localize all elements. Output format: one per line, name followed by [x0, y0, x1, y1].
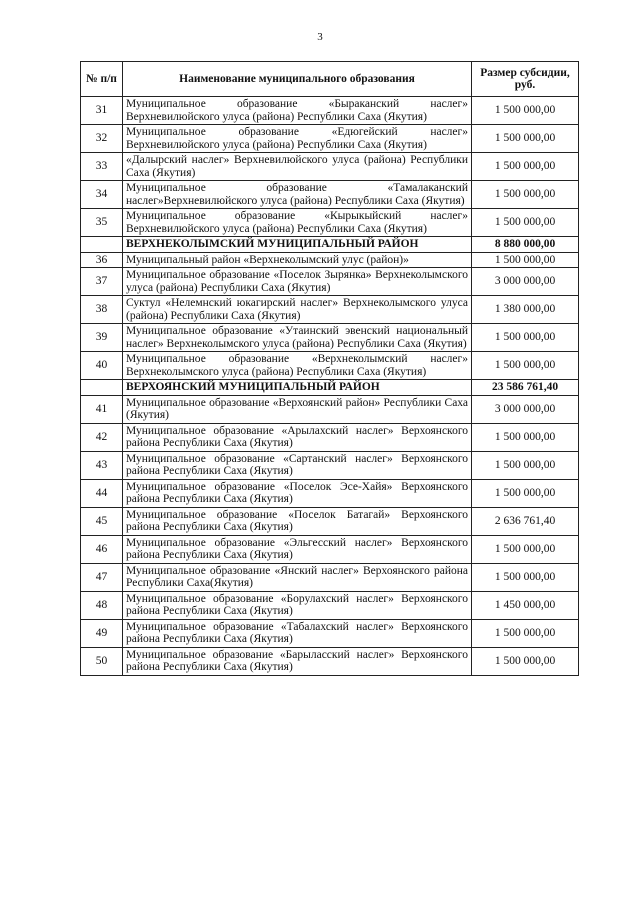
subsidy-amount: 1 500 000,00 [472, 535, 579, 563]
table-row [81, 619, 579, 647]
table-row [81, 209, 579, 237]
subsidy-amount: 1 500 000,00 [472, 619, 579, 647]
subsidy-amount: 1 500 000,00 [472, 479, 579, 507]
region-total: 23 586 761,40 [472, 380, 579, 396]
subsidy-amount: 1 500 000,00 [472, 324, 579, 352]
subsidy-amount: 1 500 000,00 [472, 451, 579, 479]
table-row [81, 153, 579, 181]
row-number: 34 [81, 181, 123, 209]
region-row [81, 237, 579, 253]
row-number: 38 [81, 296, 123, 324]
row-number: 44 [81, 479, 123, 507]
municipality-name: Муниципальное образование «Сартанский наслег» Верхоянского района Республики Саха (Якутия) [123, 451, 472, 479]
subsidy-amount: 1 500 000,00 [472, 352, 579, 380]
municipality-name: Суктул «Нелемнский юкагирский наслег» Верхнеколымского улуса (района) Республики Саха (Якутия) [123, 296, 472, 324]
municipality-name: Муниципальное образование «Борулахский наслег» Верхоянского района Республики Саха (Якутия) [123, 591, 472, 619]
row-number: 41 [81, 395, 123, 423]
row-number: 42 [81, 423, 123, 451]
row-number: 39 [81, 324, 123, 352]
subsidy-table [80, 61, 579, 676]
row-number: 36 [81, 252, 123, 268]
row-number: 35 [81, 209, 123, 237]
row-number [81, 237, 123, 253]
table-row [81, 296, 579, 324]
header-amount: Размер субсидии, руб. [472, 62, 579, 97]
subsidy-amount: 1 500 000,00 [472, 252, 579, 268]
municipality-name: Муниципальное образование «Табалахский наслег» Верхоянского района Республики Саха (Якутия) [123, 619, 472, 647]
table-header-row [81, 62, 579, 97]
subsidy-amount: 1 380 000,00 [472, 296, 579, 324]
subsidy-amount: 1 500 000,00 [472, 153, 579, 181]
row-number: 48 [81, 591, 123, 619]
municipality-name: Муниципальное образование «Верхнеколымский наслег» Верхнеколымского улуса (района) Республики Саха (Якутия) [123, 352, 472, 380]
table-row [81, 535, 579, 563]
municipality-name: Муниципальный район «Верхнеколымский улус (район)» [123, 252, 472, 268]
table-row [81, 324, 579, 352]
row-number: 49 [81, 619, 123, 647]
municipality-name: «Далырский наслег» Верхневилюйского улуса (района) Республики Саха (Якутия) [123, 153, 472, 181]
municipality-name: Муниципальное образование «Верхоянский район» Республики Саха (Якутия) [123, 395, 472, 423]
table-row [81, 479, 579, 507]
subsidy-amount: 1 450 000,00 [472, 591, 579, 619]
subsidy-amount: 1 500 000,00 [472, 181, 579, 209]
table-row [81, 252, 579, 268]
subsidy-amount: 1 500 000,00 [472, 125, 579, 153]
municipality-name: Муниципальное образование «Эльгесский наслег» Верхоянского района Республики Саха (Якутия) [123, 535, 472, 563]
table-row [81, 423, 579, 451]
row-number: 47 [81, 563, 123, 591]
municipality-name: Муниципальное образование «Быраканский наслег» Верхневилюйского улуса (района) Республики Саха (Якутия) [123, 97, 472, 125]
table-row [81, 647, 579, 675]
row-number: 45 [81, 507, 123, 535]
municipality-name: Муниципальное образование «Кырыкыйский наслег» Верхневилюйского улуса (района) Республики Саха (Якутия) [123, 209, 472, 237]
municipality-name: Муниципальное образование «Едюгейский наслег» Верхневилюйского улуса (района) Республики Саха (Якутия) [123, 125, 472, 153]
municipality-name: Муниципальное образование «Поселок Зырянка» Верхнеколымского улуса (района) Республики Саха (Якутия) [123, 268, 472, 296]
table-body [81, 97, 579, 676]
table-row [81, 395, 579, 423]
municipality-name: Муниципальное образование «Тамалаканский наслег»Верхневилюйского улуса (района) Республики Саха (Якутия) [123, 181, 472, 209]
row-number: 40 [81, 352, 123, 380]
row-number [81, 380, 123, 396]
table-row [81, 591, 579, 619]
header-name: Наименование муниципального образования [123, 62, 472, 97]
region-row [81, 380, 579, 396]
table-row [81, 181, 579, 209]
municipality-name: Муниципальное образование «Поселок Батагай» Верхоянского района Республики Саха (Якутия) [123, 507, 472, 535]
municipality-name: Муниципальное образование «Янский наслег» Верхоянского района Республики Саха(Якутия) [123, 563, 472, 591]
subsidy-amount: 1 500 000,00 [472, 97, 579, 125]
subsidy-amount: 1 500 000,00 [472, 563, 579, 591]
table-row [81, 125, 579, 153]
subsidy-amount: 1 500 000,00 [472, 423, 579, 451]
subsidy-amount: 1 500 000,00 [472, 647, 579, 675]
row-number: 32 [81, 125, 123, 153]
table-row [81, 451, 579, 479]
subsidy-amount: 1 500 000,00 [472, 209, 579, 237]
page-number: 3 [317, 31, 323, 43]
municipality-name: Муниципальное образование «Поселок Эсе-Хайя» Верхоянского района Республики Саха (Якутия) [123, 479, 472, 507]
municipality-name: Муниципальное образование «Арылахский наслег» Верхоянского района Республики Саха (Якутия) [123, 423, 472, 451]
table-row [81, 268, 579, 296]
subsidy-amount: 3 000 000,00 [472, 395, 579, 423]
region-name: ВЕРХНЕКОЛЫМСКИЙ МУНИЦИПАЛЬНЫЙ РАЙОН [123, 237, 472, 253]
header-num: № п/п [81, 62, 123, 97]
subsidy-amount: 2 636 761,40 [472, 507, 579, 535]
table-row [81, 563, 579, 591]
row-number: 33 [81, 153, 123, 181]
region-name: ВЕРХОЯНСКИЙ МУНИЦИПАЛЬНЫЙ РАЙОН [123, 380, 472, 396]
row-number: 43 [81, 451, 123, 479]
table-row [81, 507, 579, 535]
row-number: 31 [81, 97, 123, 125]
region-total: 8 880 000,00 [472, 237, 579, 253]
row-number: 46 [81, 535, 123, 563]
row-number: 37 [81, 268, 123, 296]
subsidy-amount: 3 000 000,00 [472, 268, 579, 296]
table-row [81, 352, 579, 380]
table-row [81, 97, 579, 125]
municipality-name: Муниципальное образование «Барыласский наслег» Верхоянского района Республики Саха (Якутия) [123, 647, 472, 675]
row-number: 50 [81, 647, 123, 675]
municipality-name: Муниципальное образование «Утаинский эвенский национальный наслег» Верхнеколымского улуса (района) Республики Саха (Якутия) [123, 324, 472, 352]
